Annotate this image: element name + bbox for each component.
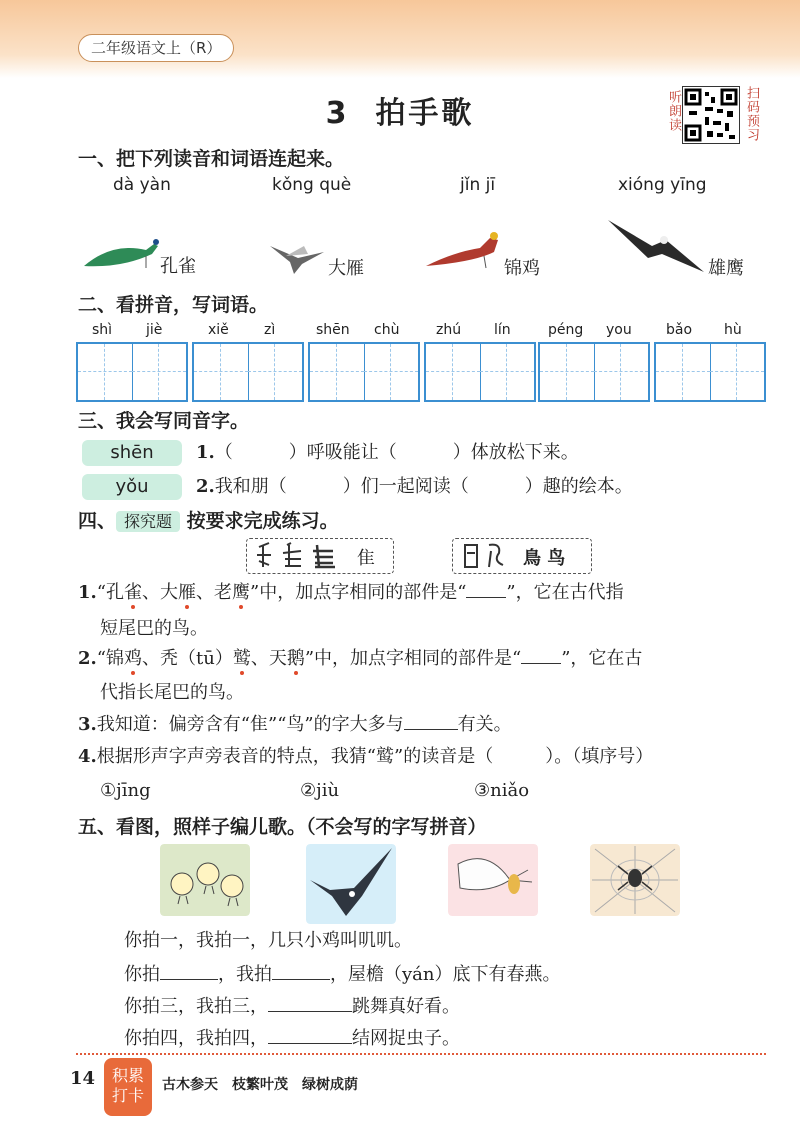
- word-golden-pheasant: 锦鸡: [504, 258, 540, 279]
- pinyin-shi: shì: [92, 322, 113, 338]
- pinyin-you: you: [606, 322, 632, 338]
- writing-grid-6[interactable]: [654, 342, 766, 402]
- pinyin-zi: zì: [264, 322, 276, 338]
- question4-2-cont: 代指长尾巴的鸟。: [100, 682, 244, 703]
- section2-title: 二、看拼音，写词语。: [78, 294, 269, 316]
- writing-grid-1[interactable]: [76, 342, 188, 402]
- writing-grid-3[interactable]: [308, 342, 420, 402]
- rhyme-line-3: 你拍三，我拍三， 跳舞真好看。: [124, 990, 460, 1024]
- blank-5-4[interactable]: [268, 1025, 352, 1044]
- question4-3: 3.我知道：偏旁含有“隹”“鸟”的字大多与 有关。: [78, 708, 512, 742]
- chicks-image: [160, 844, 250, 916]
- rhyme-line-4: 你拍四，我拍四， 结网捉虫子。: [124, 1022, 460, 1056]
- section4-title: 四、 探究题 按要求完成练习。: [78, 510, 339, 532]
- lesson-name: 拍手歌: [375, 96, 475, 131]
- swallow-image: [306, 844, 396, 924]
- grade-label: 二年级语文上（R）: [78, 34, 234, 62]
- blank-4-1[interactable]: [466, 579, 506, 598]
- accumulate-badge: 积累 打卡: [104, 1058, 152, 1116]
- section3-title: 三、我会写同音字。: [78, 410, 250, 432]
- ancient-niao-glyphs: [459, 539, 519, 573]
- niao-forms: 鳥 鸟: [523, 548, 566, 569]
- blank-5-2a[interactable]: [160, 961, 218, 980]
- blank-5-3[interactable]: [268, 993, 352, 1012]
- footer-divider: [76, 1053, 766, 1055]
- pinyin-pill-shen: shēn: [82, 440, 182, 466]
- question4-2: 2.“锦鸡、秃（tū）鹫、天鹅”中，加点字相同的部件是“ ”，它在古: [78, 642, 768, 676]
- option-1[interactable]: ①jīng: [100, 780, 151, 801]
- homophone-q2: 2.我和朋（ ）们一起阅读（ ）趣的绘本。: [196, 476, 633, 497]
- word-peacock: 孔雀: [160, 256, 196, 277]
- blank-4-2[interactable]: [521, 645, 561, 664]
- pinyin-bao: bǎo: [666, 322, 693, 338]
- question4-4: 4.根据形声字声旁表音的特点，我猜“鹫”的读音是（ ）。（填序号）: [78, 746, 654, 767]
- eagle-image: [606, 216, 706, 276]
- option-3[interactable]: ③niǎo: [474, 780, 530, 801]
- section5-title: 五、看图，照样子编儿歌。（不会写的字写拼音）: [78, 816, 487, 838]
- rhyme-line-2: 你拍 ，我拍 ，屋檐（yán）底下有春燕。: [124, 958, 561, 992]
- explore-tag: 探究题: [116, 511, 180, 532]
- rhyme-line-1: 你拍一，我拍一，几只小鸡叫叽叽。: [124, 930, 412, 951]
- pinyin-peng: péng: [548, 322, 584, 338]
- pinyin-lin: lín: [494, 322, 511, 338]
- pinyin-4: xióng yīng: [618, 175, 707, 195]
- question4-1: 1.“孔雀、大雁、老鹰”中，加点字相同的部件是“ ”，它在古代指: [78, 576, 768, 610]
- qr-code-icon[interactable]: [682, 86, 740, 144]
- pinyin-jie: jiè: [146, 322, 163, 338]
- golden-pheasant-image: [424, 222, 504, 272]
- pinyin-1: dà yàn: [113, 175, 171, 195]
- option-2[interactable]: ②jiù: [300, 780, 340, 801]
- pinyin-xie: xiě: [208, 322, 229, 338]
- pinyin-hu: hù: [724, 322, 742, 338]
- blank-4-3[interactable]: [404, 711, 458, 730]
- butterfly-image: [448, 844, 538, 916]
- qr-right-text: 扫码预习: [744, 86, 759, 142]
- zhui-evolution-box: [246, 538, 394, 574]
- homophone-q1: 1.（ ）呼吸能让（ ）体放松下来。: [196, 442, 579, 463]
- footer-idioms: 古木参天 枝繁叶茂 绿树成荫: [162, 1077, 358, 1093]
- qr-left-text: 听朗读: [666, 90, 681, 132]
- section1-title: 一、把下列读音和词语连起来。: [78, 148, 345, 170]
- pinyin-2: kǒng què: [272, 175, 352, 195]
- writing-grid-4[interactable]: [424, 342, 536, 402]
- niao-evolution-box: [452, 538, 592, 574]
- writing-grid-5[interactable]: [538, 342, 650, 402]
- word-wild-goose: 大雁: [328, 258, 364, 279]
- pinyin-shen: shēn: [316, 322, 350, 338]
- blank-5-2b[interactable]: [272, 961, 330, 980]
- pinyin-zhu: zhú: [436, 322, 462, 338]
- page-number: 14: [70, 1068, 96, 1089]
- spider-web-image: [590, 844, 680, 916]
- writing-grid-2[interactable]: [192, 342, 304, 402]
- lesson-number: 3: [325, 96, 350, 131]
- pinyin-chu: chù: [374, 322, 400, 338]
- word-eagle: 雄鹰: [708, 258, 744, 279]
- ancient-zhui-glyphs: [253, 539, 353, 573]
- zhui-modern: 隹: [357, 548, 375, 569]
- question4-1-cont: 短尾巴的鸟。: [100, 618, 208, 639]
- pinyin-3: jǐn jī: [460, 175, 496, 195]
- wild-goose-image: [268, 236, 326, 276]
- pinyin-pill-you: yǒu: [82, 474, 182, 500]
- peacock-image: [82, 222, 162, 272]
